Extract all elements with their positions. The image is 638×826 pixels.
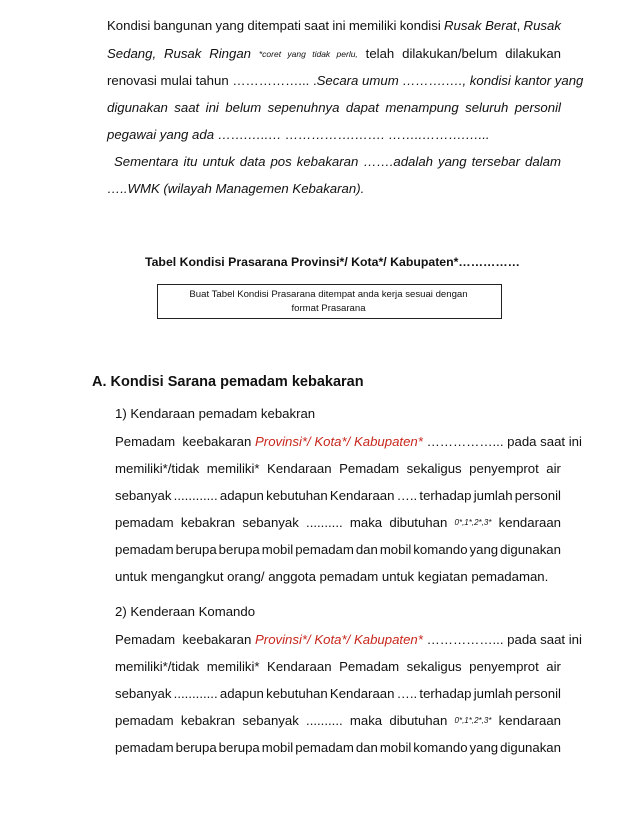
word: Sedang, [107,46,157,61]
word: …….adalah [363,154,433,169]
word: ini [205,100,219,115]
word: Kendaraan [329,488,395,503]
table-placeholder-line: format Prasarana [291,303,366,314]
word: mobil [261,740,294,755]
word: yang [469,542,499,557]
word: digunakan [107,100,168,115]
word: , [516,18,521,33]
s1-line-3 [115,488,561,504]
word: seluruh [465,100,509,115]
word: personil [514,686,561,701]
word: itu [183,154,198,169]
text-run: renovasi mulai tahun ……………... . [107,73,317,88]
region-options: Provinsi*/ Kota*/ Kabupaten* [255,434,423,449]
word: *coret yang tidak perlu, [258,49,358,59]
word: maka [349,713,383,728]
s1-line-4 [115,515,561,531]
word: berupa [218,740,260,755]
word: pemadam [115,740,174,755]
s2-line-4 [115,713,561,729]
intro-line-2 [107,46,561,62]
table-placeholder-box [157,284,502,319]
word: berupa [175,542,217,557]
word: sebanyak [115,488,172,503]
intro-line-6 [114,154,561,170]
word: Rusak Berat [444,18,517,33]
word: kebakran [180,515,236,530]
intro-line-3 [107,73,584,89]
text-run: Pemadam keebakaran [115,632,256,647]
word: ini [332,18,346,33]
text-run: Pemadam keebakaran [115,434,256,449]
word: sebanyak [242,515,299,530]
word: Pemadam [339,461,400,476]
word: pemadam [115,713,174,728]
word: ….. [396,488,418,503]
word: memiliki*/tidak [115,659,200,674]
word: bangunan [153,18,213,33]
word: Sementara [114,154,179,169]
word: pemadam [115,515,174,530]
word: dapat [345,100,379,115]
word: yang [469,740,499,755]
intro-line-1 [107,18,561,34]
word: kendaraan [498,515,561,530]
word: pemadam [115,542,174,557]
word: adapun [219,488,264,503]
text-run: ……………... pada saat ini [422,632,582,647]
word: dan [355,542,378,557]
word: pos [270,154,292,169]
word: dalam [525,154,561,169]
word: digunakan [500,542,561,557]
word: 0*,1*,2*,3* [454,518,492,527]
word: maka [349,515,383,530]
word: kebutuhan [266,488,328,503]
word: dilakukan/belum [402,46,498,61]
region-options: Provinsi*/ Kota*/ Kabupaten* [255,632,423,647]
intro-line-7: …..WMK (wilayah Managemen Kebakaran). [107,181,365,196]
word: digunakan [500,740,561,755]
word: belum [225,100,262,115]
s1-line-2 [115,461,561,477]
word: penyemprot [469,659,539,674]
word: adapun [219,686,264,701]
subsection-title-2: 2) Kenderaan Komando [115,604,256,619]
word: menampung [385,100,459,115]
word: kebakaran [296,154,359,169]
word: kendaraan [498,713,561,728]
word: kebakran [180,713,236,728]
word: komando [413,542,468,557]
word: air [546,659,561,674]
word: .......... [306,515,343,530]
word: sekaligus [406,659,462,674]
s2-line-2 [115,659,561,675]
word: penyemprot [469,461,539,476]
word: sepenuhnya [267,100,340,115]
word: saat [174,100,200,115]
word: memiliki [348,18,397,33]
word: memiliki* [206,659,260,674]
word: Kendaraan [267,461,332,476]
intro-line-4 [107,100,561,116]
word: yang [438,154,467,169]
word: kondisi [399,18,441,33]
word: Kondisi [107,18,151,33]
word: personil [514,100,561,115]
word: Kendaraan [329,686,395,701]
word: dilakukan [505,46,561,61]
subsection-title-1: 1) Kendaraan pemadam kebakran [115,406,316,421]
word: berupa [175,740,217,755]
word: pemadam [295,542,354,557]
word: telah [365,46,395,61]
table-placeholder-line: Buat Tabel Kondisi Prasarana ditempat anda kerja sesuai dengan [189,289,468,300]
word: Pemadam [339,659,400,674]
word: terhadap [419,686,472,701]
word: ............ [173,686,218,701]
word: sebanyak [115,686,172,701]
word: 0*,1*,2*,3* [454,716,492,725]
word: saat [304,18,330,33]
word: memiliki*/tidak [115,461,200,476]
word: Rusak [163,46,202,61]
word: mobil [379,740,412,755]
word: untuk [202,154,235,169]
word: kebutuhan [266,686,328,701]
word: sekaligus [406,461,462,476]
word: Rusak [523,18,561,33]
text-run: ……………... pada saat ini [422,434,582,449]
word: air [546,461,561,476]
word: ............ [173,488,218,503]
table-title: Tabel Kondisi Prasarana Provinsi*/ Kota*/ Kabupaten*…………… [145,255,520,269]
word: terhadap [419,488,472,503]
text-run: Secara umum ……….…., kondisi kantor yang [316,73,584,88]
table-placeholder-text [163,288,494,316]
s1-line-5 [115,542,561,558]
word: data [239,154,266,169]
word: .......... [306,713,343,728]
word: dibutuhan [389,515,448,530]
word: dibutuhan [389,713,448,728]
word: tersebar [471,154,521,169]
section-heading-a: A. Kondisi Sarana pemadam kebakaran [92,374,364,390]
word: personil [514,488,561,503]
word: dan [355,740,378,755]
word: ditempati [247,18,301,33]
word: jumlah [473,686,513,701]
word: mobil [261,542,294,557]
s2-line-3 [115,686,561,702]
intro-line-5: pegawai yang ada …….…..… …………….……. ……..……….…... [107,127,490,142]
word: ….. [396,686,418,701]
word: berupa [218,542,260,557]
word: mobil [379,542,412,557]
word: komando [413,740,468,755]
word: jumlah [473,488,513,503]
s2-line-1 [115,632,582,648]
word: sebanyak [242,713,299,728]
s1-line-6: untuk mengangkut orang/ anggota pemadam untuk kegiatan pemadaman. [115,569,549,584]
s1-line-1 [115,434,582,450]
s2-line-5 [115,740,561,756]
word: pemadam [295,740,354,755]
word: yang [215,18,245,33]
word: Kendaraan [267,659,332,674]
word: Ringan [209,46,252,61]
word: memiliki* [206,461,260,476]
